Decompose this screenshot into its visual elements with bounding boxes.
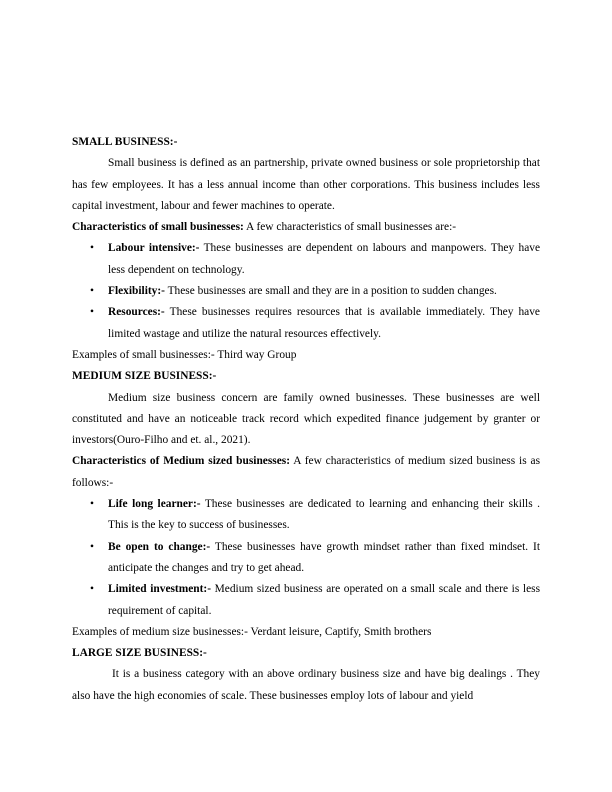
bullet-text: These businesses are small and they are in a position to sudden changes. — [164, 285, 497, 298]
bullet-label: Be open to change:- — [108, 540, 211, 553]
bullet-icon: • — [90, 498, 94, 511]
medium-characteristics-list — [72, 494, 540, 622]
bullet-text: These businesses have growth mindset rather than fixed mindset. It anticipate the changes and try to get ahead. — [108, 540, 540, 574]
small-business-heading: SMALL BUSINESS:- — [72, 136, 178, 148]
bullet-label: Labour intensive:- — [108, 242, 200, 255]
bullet-label: Life long learner:- — [108, 498, 201, 511]
bullet-label: Limited investment:- — [108, 583, 211, 596]
list-item — [72, 238, 540, 281]
bullet-text: These businesses are dependent on labours and manpowers. They have less dependent on technology. — [108, 242, 540, 276]
small-examples: Examples of small businesses:- Third way Group — [72, 348, 297, 361]
document-page — [72, 132, 540, 707]
medium-characteristics-line — [72, 451, 540, 494]
bullet-icon: • — [90, 583, 94, 596]
small-business-paragraph: Small business is defined as an partnership, private owned business or sole proprietorship that has few employees. It has a less annual income than other corporations. This business includes less capital investment, labour and fewer machines to operate. — [72, 157, 540, 212]
list-item — [72, 302, 540, 345]
bullet-icon: • — [90, 540, 94, 553]
bullet-label: Resources:- — [108, 306, 165, 319]
list-item — [72, 579, 540, 622]
medium-examples: Examples of medium size businesses:- Verdant leisure, Captify, Smith brothers — [72, 625, 432, 638]
bullet-text: These businesses are dedicated to learning and enhancing their skills . This is the key to success of businesses. — [108, 498, 540, 532]
medium-characteristics-text: A few characteristics of medium sized business is as follows:- — [72, 455, 540, 489]
list-item — [72, 537, 540, 580]
bullet-text: These businesses requires resources that is available immediately. They have limited wastage and utilize the natural resources effectively. — [108, 306, 540, 340]
medium-business-paragraph: Medium size business concern are family owned businesses. These businesses are well constituted and have an noticeable track record which expedited finance judgement by granter or investors(Ouro-Filho and et. al., 2021). — [72, 391, 540, 447]
large-business-heading: LARGE SIZE BUSINESS:- — [72, 647, 207, 660]
small-characteristics-line — [72, 217, 540, 238]
bullet-label: Flexibility:- — [108, 285, 165, 298]
list-item — [72, 494, 540, 537]
medium-characteristics-label: Characteristics of Medium sized businesses: — [72, 455, 290, 468]
bullet-icon: • — [90, 242, 94, 255]
large-business-paragraph: It is a business category with an above ordinary business size and have big dealings . They also have the high economies of scale. These businesses employ lots of labour and yield — [72, 668, 540, 702]
small-characteristics-text: A few characteristics of small businesses are:- — [243, 221, 457, 234]
small-characteristics-list — [72, 238, 540, 344]
small-characteristics-label: Characteristics of small businesses: — [72, 221, 244, 234]
medium-business-heading: MEDIUM SIZE BUSINESS:- — [72, 370, 217, 383]
bullet-icon: • — [90, 285, 94, 298]
list-item — [72, 281, 540, 302]
bullet-text: Medium sized business are operated on a small scale and there is less requirement of capital. — [108, 583, 541, 617]
bullet-icon: • — [90, 306, 94, 319]
